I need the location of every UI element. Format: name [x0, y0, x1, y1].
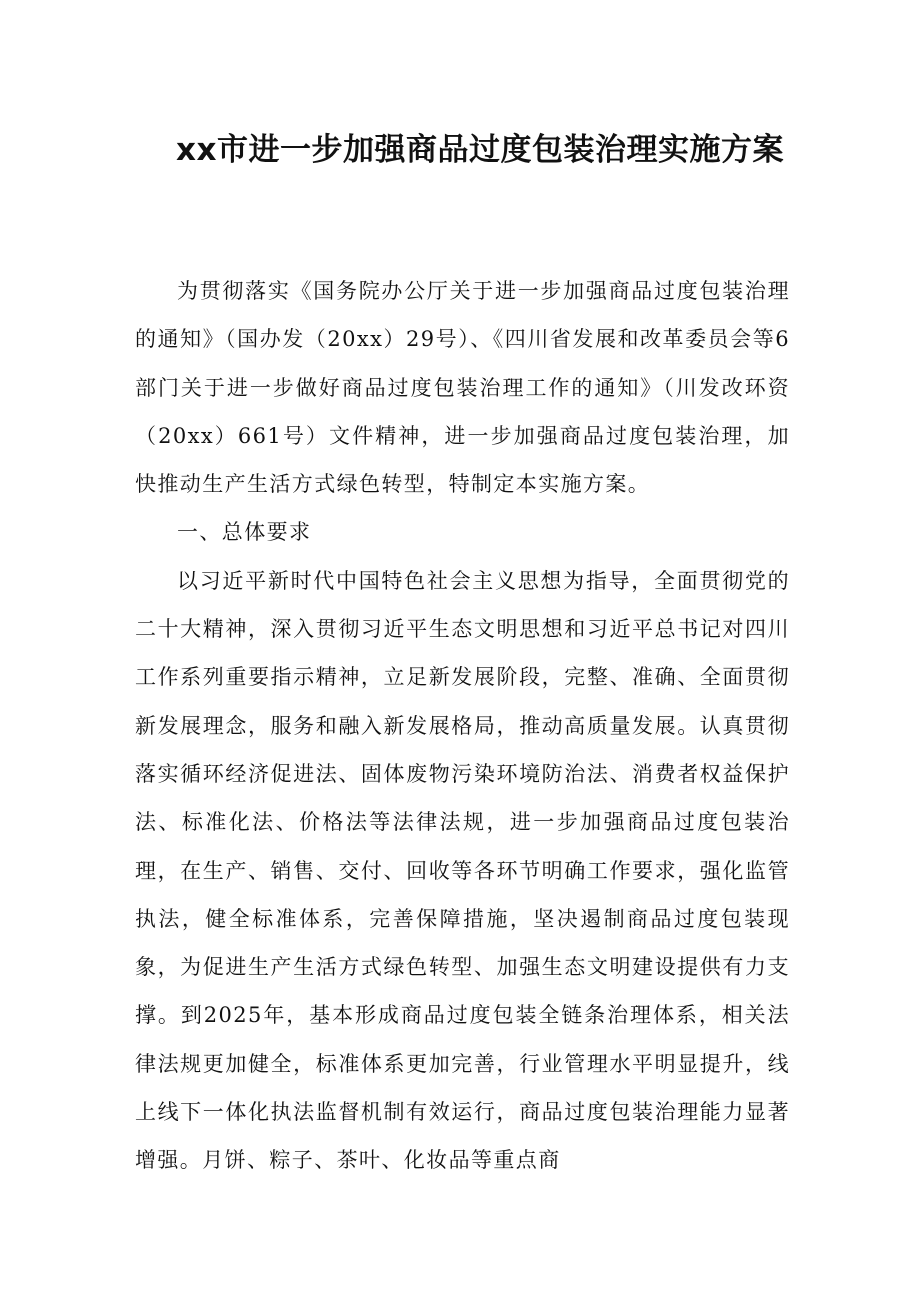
- document-body: [135, 267, 790, 1185]
- section-heading-general-requirements: 一、总体要求: [177, 520, 312, 545]
- intro-paragraph: 为贯彻落实《国务院办公厅关于进一步加强商品过度包装治理的通知》（国办发（20xx）29号）、《四川省发展和改革委员会等6部门关于进一步做好商品过度包装治理工作的通知》（川发改环资（20xx）661号）文件精神，进一步加强商品过度包装治理，加快推动生产生活方式绿色转型，特制定本实施方案。: [135, 279, 790, 497]
- general-requirements-paragraph: 以习近平新时代中国特色社会主义思想为指导，全面贯彻党的二十大精神，深入贯彻习近平生态文明思想和习近平总书记对四川工作系列重要指示精神，立足新发展阶段，完整、准确、全面贯彻新发展理念，服务和融入新发展格局，推动高质量发展。认真贯彻落实循环经济促进法、固体废物污染环境防治法、消费者权益保护法、标准化法、价格法等法律法规，进一步加强商品过度包装治理，在生产、销售、交付、回收等各环节明确工作要求，强化监管执法，健全标准体系，完善保障措施，坚决遏制商品过度包装现象，为促进生产生活方式绿色转型、加强生态文明建设提供有力支撑。到2025年，基本形成商品过度包装全链条治理体系，相关法律法规更加健全，标准体系更加完善，行业管理水平明显提升，线上线下一体化执法监督机制有效运行，商品过度包装治理能力显著增强。月饼、粽子、茶叶、化妆品等重点商: [135, 568, 790, 1173]
- document-title: xx市进一步加强商品过度包装治理实施方案: [176, 132, 784, 168]
